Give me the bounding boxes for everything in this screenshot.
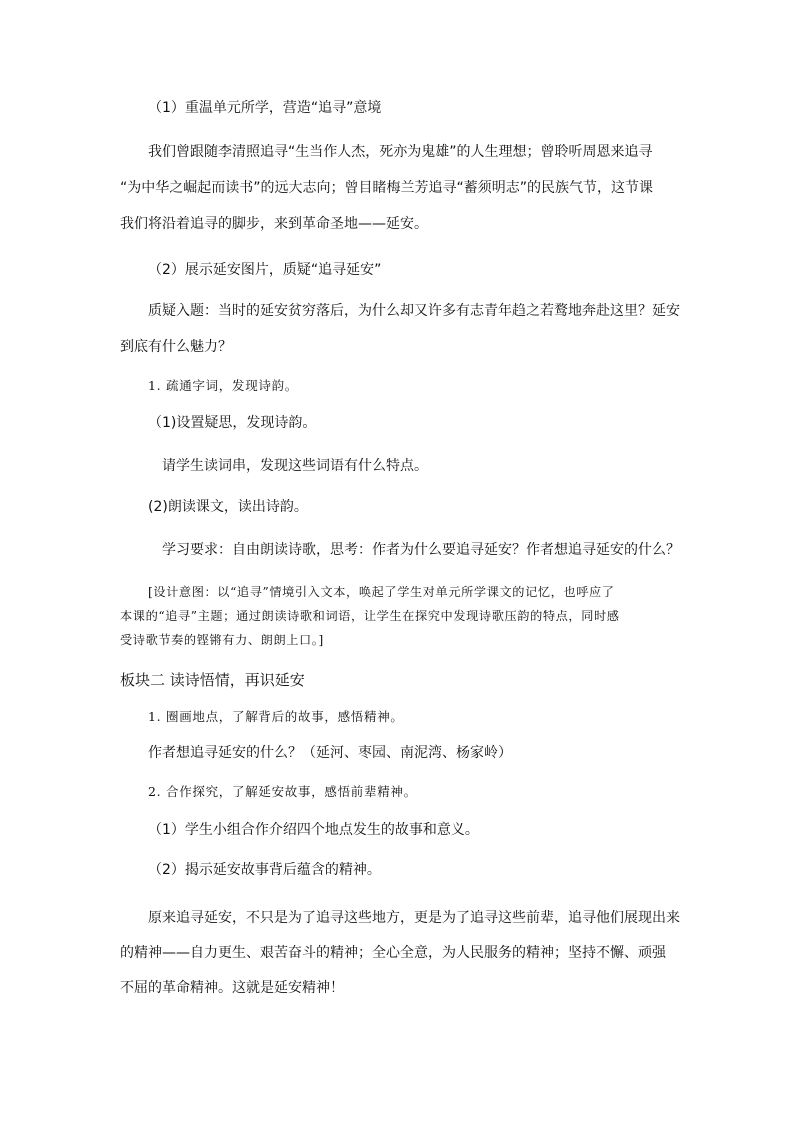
paragraph-1-line-1: 我们曾跟随李清照追寻“生当作人杰，死亦为鬼雄”的人生理想；曾聆听周恩来追寻 <box>148 144 653 160</box>
step-1-heading: （1）重温单元所学，营造“追寻”意境 <box>148 100 382 116</box>
paragraph-2-line-1: 质疑入题：当时的延安贫穷落后，为什么却又许多有志青年趋之若鹜地奔赴这里？延安 <box>148 303 680 319</box>
design-intent-block <box>120 580 672 652</box>
task-1-heading: 1. 疏通字词，发现诗韵。 <box>148 378 299 393</box>
task-1-instruction: 请学生读词串，发现这些词语有什么特点。 <box>162 458 428 474</box>
paragraph-3-line-3: 不屈的革命精神。这就是延安精神！ <box>120 980 344 996</box>
task-1-sub-1: （1)设置疑思，发现诗韵。 <box>148 415 317 431</box>
section-2-title: 板块二 读诗悟情，再识延安 <box>120 671 305 689</box>
paragraph-3-line-2: 的精神——自力更生、艰苦奋斗的精神；全心全意，为人民服务的精神；坚持不懈、顽强 <box>120 945 666 961</box>
activity-1-heading: 1. 圈画地点，了解背后的故事，感悟精神。 <box>148 709 404 724</box>
paragraph-3-line-1: 原来追寻延安，不只是为了追寻这些地方，更是为了追寻这些前辈，追寻他们展现出来 <box>148 910 680 926</box>
activity-2-sub-1: （1）学生小组合作介绍四个地点发生的故事和意义。 <box>148 822 479 838</box>
design-intent-line-2: 本课的“追寻”主题；通过朗读诗歌和词语，让学生在探究中发现诗歌压韵的特点，同时感 <box>120 609 620 623</box>
paragraph-2-line-2: 到底有什么魅力？ <box>120 339 232 355</box>
paragraph-1-line-3: 我们将沿着追寻的脚步，来到革命圣地——延安。 <box>120 216 428 232</box>
learning-requirement: 学习要求：自由朗读诗歌，思考：作者为什么要追寻延安？作者想追寻延安的什么？ <box>162 542 680 558</box>
design-intent-line-3: 受诗歌节奏的铿锵有力、朗朗上口。] <box>120 633 324 647</box>
paragraph-1-line-2: “为中华之崛起而读书”的远大志向；曾目睹梅兰芳追寻“蓄须明志”的民族气节，这节课 <box>120 180 654 196</box>
step-2-heading: （2）展示延安图片，质疑“追寻延安” <box>148 262 382 278</box>
task-1-sub-2: (2)朗读课文，读出诗韵。 <box>148 499 308 515</box>
design-intent-line-1: [设计意图：以“追寻”情境引入文本，唤起了学生对单元所学课文的记忆，也呼应了 <box>148 585 615 599</box>
activity-2-heading: 2. 合作探究，了解延安故事，感悟前辈精神。 <box>148 784 417 799</box>
activity-1-question: 作者想追寻延安的什么？（延河、枣园、南泥湾、杨家岭） <box>148 745 512 761</box>
activity-2-sub-2: （2）揭示延安故事背后蕴含的精神。 <box>148 862 381 878</box>
